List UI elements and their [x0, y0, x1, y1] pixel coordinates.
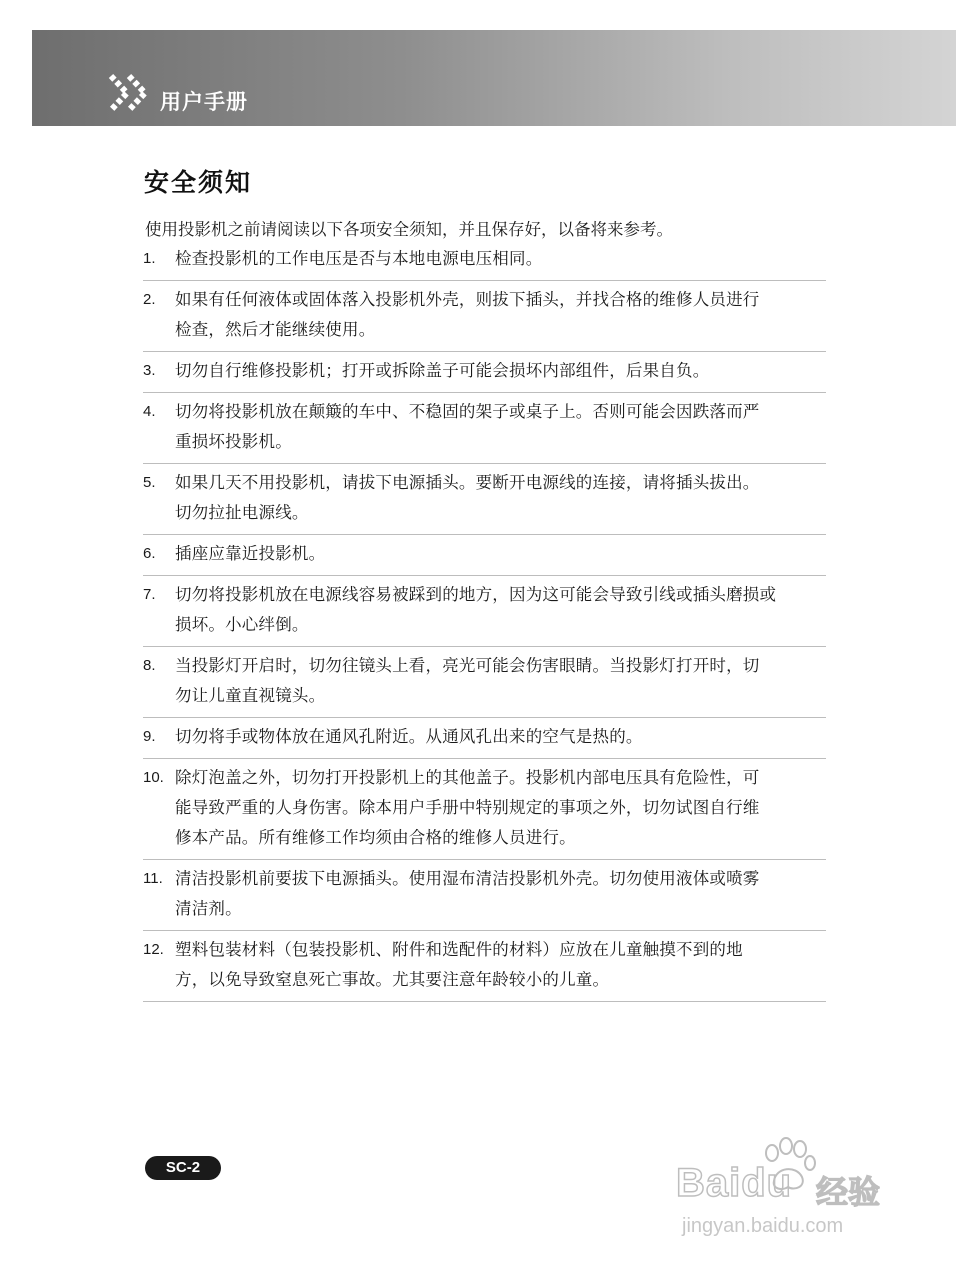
- item-text-line: 切勿将投影机放在颠簸的车中、不稳固的架子或桌子上。否则可能会因跌落而严: [175, 402, 760, 421]
- item-text-line: 损坏。小心绊倒。: [175, 615, 309, 634]
- item-text-line: 除灯泡盖之外，切勿打开投影机上的其他盖子。投影机内部电压具有危险性，可: [175, 768, 760, 787]
- item-text-line: 切勿将手或物体放在通风孔附近。从通风孔出来的空气是热的。: [175, 727, 643, 746]
- list-item: [143, 647, 826, 718]
- item-text-line: 切勿拉扯电源线。: [175, 503, 309, 522]
- item-text-line: 如果有任何液体或固体落入投影机外壳，则拔下插头，并找合格的维修人员进行: [175, 290, 760, 309]
- item-number: 9.: [143, 728, 156, 745]
- item-text-line: 检查，然后才能继续使用。: [175, 320, 376, 339]
- list-item: [143, 931, 826, 1002]
- item-text: [175, 651, 826, 711]
- watermark-brand: Baidu: [676, 1161, 793, 1205]
- intro-text: 使用投影机之前请阅读以下各项安全须知，并且保存好，以备将来参考。: [145, 220, 673, 239]
- list-item: [143, 240, 826, 281]
- item-text: [175, 468, 826, 528]
- item-number: 7.: [143, 586, 156, 603]
- item-text-line: 清洁投影机前要拔下电源插头。使用湿布清洁投影机外壳。切勿使用液体或喷雾: [175, 869, 760, 888]
- double-chevron-icon: [107, 72, 155, 114]
- list-item: [143, 352, 826, 393]
- item-number: 3.: [143, 362, 156, 379]
- header-title: 用户手册: [160, 90, 248, 114]
- list-item: [143, 718, 826, 759]
- item-text: [175, 763, 826, 853]
- list-item: [143, 464, 826, 535]
- item-text-line: 能导致严重的人身伤害。除本用户手册中特别规定的事项之外，切勿试图自行维: [175, 798, 760, 817]
- item-text: [175, 864, 826, 924]
- list-item: [143, 860, 826, 931]
- item-text: [175, 580, 826, 640]
- item-text: [175, 935, 826, 995]
- item-text-line: 切勿自行维修投影机；打开或拆除盖子可能会损坏内部组件，后果自负。: [175, 361, 710, 380]
- item-text-line: 插座应靠近投影机。: [175, 544, 326, 563]
- item-text: [175, 356, 826, 386]
- item-text-line: 检查投影机的工作电压是否与本地电源电压相同。: [175, 249, 543, 268]
- item-text-line: 重损坏投影机。: [175, 432, 292, 451]
- item-text-line: 如果几天不用投影机，请拔下电源插头。要断开电源线的连接，请将插头拔出。: [175, 473, 760, 492]
- item-text: [175, 244, 826, 274]
- item-text: [175, 285, 826, 345]
- item-text-line: 当投影灯开启时，切勿往镜头上看，亮光可能会伤害眼睛。当投影灯打开时，切: [175, 656, 760, 675]
- item-number: 11.: [143, 870, 163, 887]
- watermark: [676, 1137, 916, 1257]
- item-text-line: 清洁剂。: [175, 899, 242, 918]
- item-number: 6.: [143, 545, 156, 562]
- item-number: 5.: [143, 474, 156, 491]
- list-item: [143, 393, 826, 464]
- watermark-url: jingyan.baidu.com: [682, 1215, 844, 1237]
- item-number: 8.: [143, 657, 156, 674]
- item-text: [175, 722, 826, 752]
- item-text: [175, 397, 826, 457]
- list-item: [143, 759, 826, 860]
- item-text-line: 切勿将投影机放在电源线容易被踩到的地方，因为这可能会导致引线或插头磨损或: [175, 585, 777, 604]
- item-number: 1.: [143, 250, 156, 267]
- item-text-line: 塑料包装材料（包装投影机、附件和选配件的材料）应放在儿童触摸不到的地: [175, 940, 743, 959]
- page-title: 安全须知: [144, 168, 253, 197]
- item-number: 10.: [143, 769, 164, 786]
- list-item: [143, 281, 826, 352]
- list-item: [143, 576, 826, 647]
- list-item: [143, 535, 826, 576]
- item-text-line: 方，以免导致窒息死亡事故。尤其要注意年龄较小的儿童。: [175, 970, 610, 989]
- item-number: 12.: [143, 941, 164, 958]
- item-text-line: 修本产品。所有维修工作均须由合格的维修人员进行。: [175, 828, 576, 847]
- item-number: 4.: [143, 403, 156, 420]
- safety-list: [143, 240, 826, 1002]
- item-number: 2.: [143, 291, 156, 308]
- page-number-badge: SC-2: [145, 1156, 221, 1180]
- watermark-cn: 经验: [816, 1173, 881, 1211]
- item-text: [175, 539, 826, 569]
- item-text-line: 勿让儿童直视镜头。: [175, 686, 326, 705]
